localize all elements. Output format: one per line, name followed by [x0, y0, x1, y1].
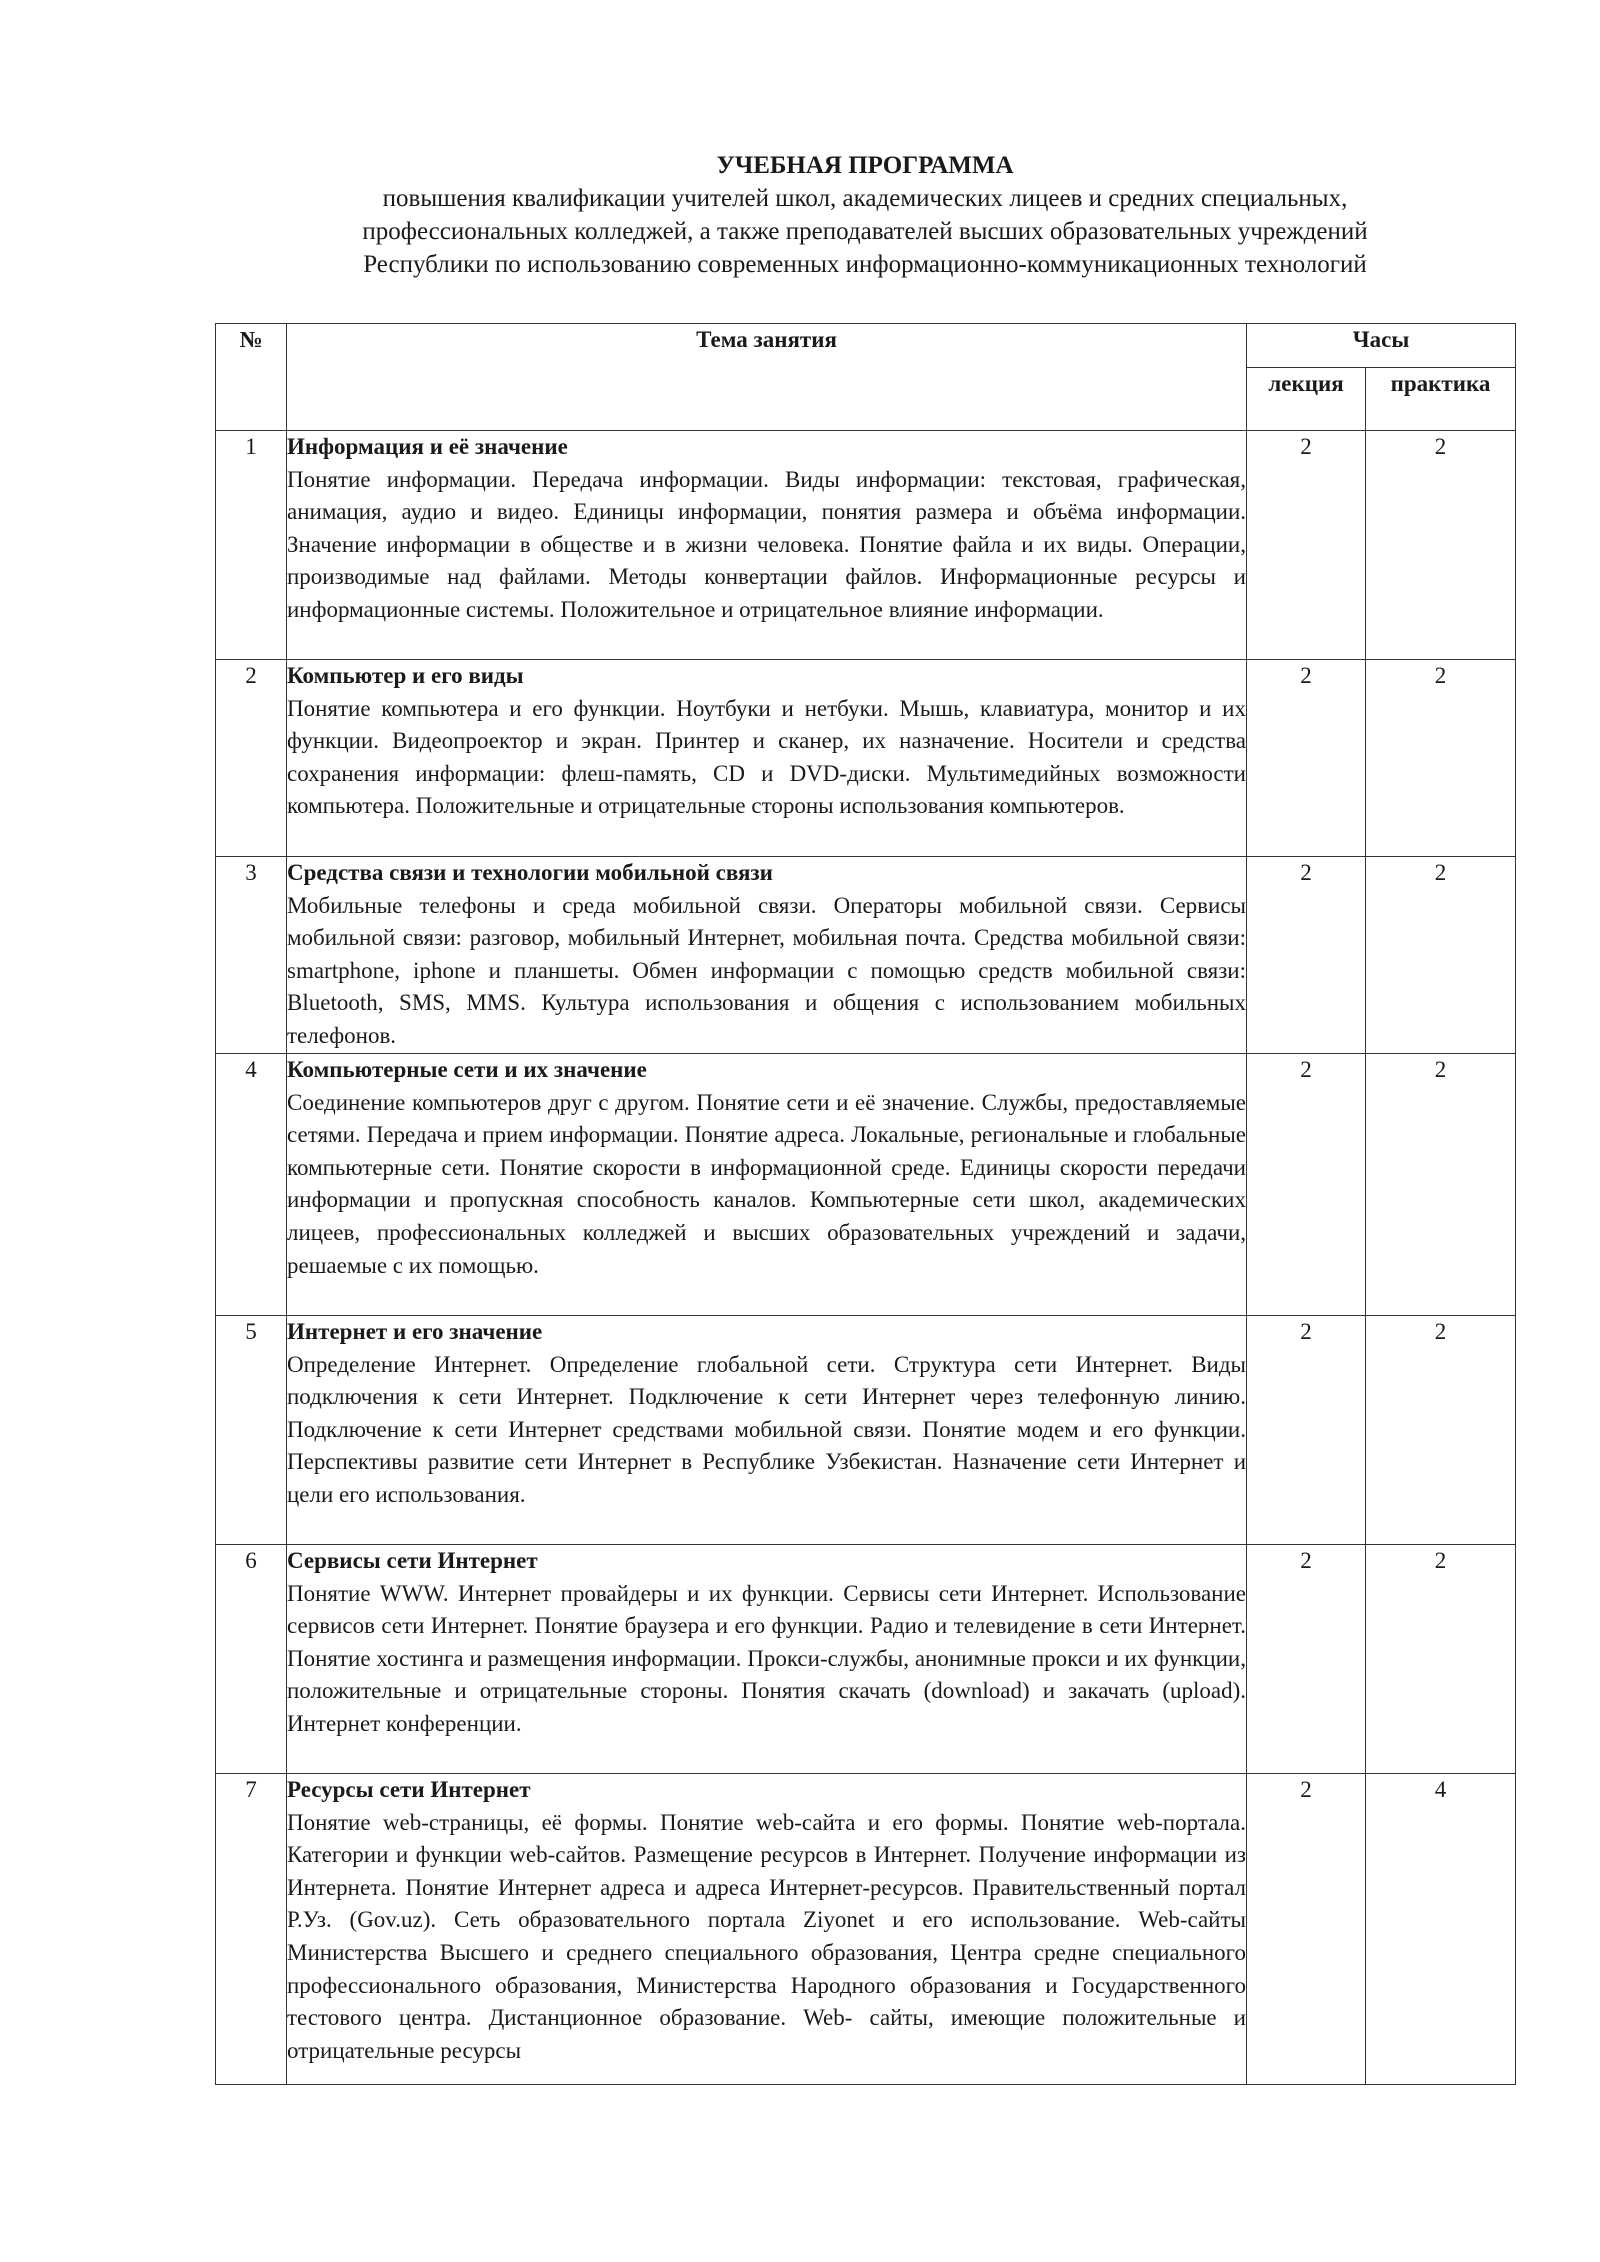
subtitle-line-3: Республики по использованию современных информационно-коммуникационных технологий: [363, 251, 1367, 278]
practice-hours: 2: [1366, 431, 1516, 660]
document-title: УЧЕБНАЯ ПРОГРАММА: [716, 152, 1014, 179]
practice-hours: 2: [1366, 857, 1516, 1054]
topic-description: Понятие информации. Передача информации. Виды информации: текстовая, графическая, анимация, аудио и видео. Единицы информации, понятия размера и объёма информации. Значение информации в обществе и в жизни человека. Понятие файла и их виды. Операции, производимые над файлами. Методы конвертации файлов. Информационные ресурсы и информационные системы. Положительное и отрицательное влияние информации.: [287, 466, 1246, 622]
row-number: 5: [216, 1316, 287, 1545]
row-number: 6: [216, 1545, 287, 1774]
header-hours: Часы: [1247, 324, 1516, 368]
table-row: [216, 431, 1516, 660]
lecture-hours: 2: [1247, 660, 1366, 857]
topic-description: Понятие web-страницы, её формы. Понятие web-сайта и его формы. Понятие web-портала. Категории и функции web-сайтов. Размещение ресурсов в Интернет. Получение информации из Интернета. Понятие Интернет адреса и адреса Интернет-ресурсов. Правительственный портал Р.Уз. (Gov.uz). Сеть образовательного портала Ziyonet и его использование. Web-сайты Министерства Высшего и среднего специального образования, Центра средне специального профессионального образования, Министерства Народного образования и Государственного тестового центра. Дистанционное образование. Web- сайты, имеющие положительные и отрицательные ресурсы: [287, 1809, 1246, 2063]
topic-description: Понятие компьютера и его функции. Ноутбуки и нетбуки. Мышь, клавиатура, монитор и их функции. Видеопроектор и экран. Принтер и сканер, их назначение. Носители и средства сохранения информации: флеш-память, CD и DVD-диски. Мультимедийных возможности компьютера. Положительные и отрицательные стороны использования компьютеров.: [287, 695, 1246, 819]
subtitle-line-2: профессиональных колледжей, а также преподавателей высших образовательных учреждений: [362, 218, 1368, 245]
subtitle-line-1: повышения квалификации учителей школ, академических лицеев и средних специальных,: [382, 185, 1348, 212]
lecture-hours: 2: [1247, 1316, 1366, 1545]
table-row: [216, 660, 1516, 857]
practice-hours: 2: [1366, 660, 1516, 857]
topic-description: Мобильные телефоны и среда мобильной связи. Операторы мобильной связи. Сервисы мобильной связи: разговор, мобильный Интернет, мобильная почта. Средства мобильной связи: smartphone, iphone и планшеты. Обмен информации с помощью средств мобильной связи: Bluetooth, SMS, MMS. Культура использования и общения с использованием мобильных телефонов.: [287, 892, 1246, 1048]
lecture-hours: 2: [1247, 1054, 1366, 1316]
topic-description: Понятие WWW. Интернет провайдеры и их функции. Сервисы сети Интернет. Использование сервисов сети Интернет. Понятие браузера и его функции. Радио и телевидение в сети Интернет. Понятие хостинга и размещения информации. Прокси-службы, анонимные прокси и их функции, положительные и отрицательные стороны. Понятия скачать (download) и закачать (upload). Интернет конференции.: [287, 1580, 1246, 1736]
table-row: [216, 1316, 1516, 1545]
row-number: 2: [216, 660, 287, 857]
row-topic: [287, 1774, 1247, 2085]
table-row: [216, 1545, 1516, 1774]
lecture-hours: 2: [1247, 857, 1366, 1054]
row-number: 7: [216, 1774, 287, 2085]
topic-title: Информация и её значение: [287, 434, 568, 459]
topic-title: Компьютер и его виды: [287, 663, 524, 688]
table-row: [216, 857, 1516, 1054]
topic-title: Ресурсы сети Интернет: [287, 1777, 531, 1802]
curriculum-table: [215, 323, 1516, 2085]
practice-hours: 2: [1366, 1545, 1516, 1774]
document-header: [200, 150, 1530, 281]
row-topic: [287, 857, 1247, 1054]
header-lecture: лекция: [1247, 368, 1366, 431]
row-topic: [287, 1545, 1247, 1774]
header-topic: Тема занятия: [287, 324, 1247, 431]
topic-title: Интернет и его значение: [287, 1319, 543, 1344]
topic-title: Средства связи и технологии мобильной связи: [287, 860, 773, 885]
row-topic: [287, 431, 1247, 660]
lecture-hours: 2: [1247, 431, 1366, 660]
row-number: 4: [216, 1054, 287, 1316]
topic-clip: [287, 1774, 1246, 2067]
row-topic: [287, 660, 1247, 857]
practice-hours: 2: [1366, 1316, 1516, 1545]
header-practice: практика: [1366, 368, 1516, 431]
table-row: [216, 1774, 1516, 2085]
row-topic: [287, 1054, 1247, 1316]
row-number: 1: [216, 431, 287, 660]
topic-description: Соединение компьютеров друг с другом. Понятие сети и её значение. Службы, предоставляемые сетями. Передача и прием информации. Понятие адреса. Локальные, региональные и глобальные компьютерные сети. Понятие скорости в информационной среде. Единицы скорости передачи информации и пропускная способность каналов. Компьютерные сети школ, академических лицеев, профессиональных колледжей и высших образовательных учреждений и задачи, решаемые с их помощью.: [287, 1089, 1246, 1278]
practice-hours: 4: [1366, 1774, 1516, 2085]
topic-description: Определение Интернет. Определение глобальной сети. Структура сети Интернет. Виды подключения к сети Интернет. Подключение к сети Интернет через телефонную линию. Подключение к сети Интернет средствами мобильной связи. Понятие модем и его функции. Перспективы развитие сети Интернет в Республике Узбекистан. Назначение сети Интернет и цели его использования.: [287, 1351, 1246, 1507]
lecture-hours: 2: [1247, 1774, 1366, 2085]
row-topic: [287, 1316, 1247, 1545]
table-row: [216, 1054, 1516, 1316]
row-number: 3: [216, 857, 287, 1054]
topic-title: Компьютерные сети и их значение: [287, 1057, 647, 1082]
practice-hours: 2: [1366, 1054, 1516, 1316]
header-number: №: [216, 324, 287, 431]
lecture-hours: 2: [1247, 1545, 1366, 1774]
topic-title: Сервисы сети Интернет: [287, 1548, 538, 1573]
